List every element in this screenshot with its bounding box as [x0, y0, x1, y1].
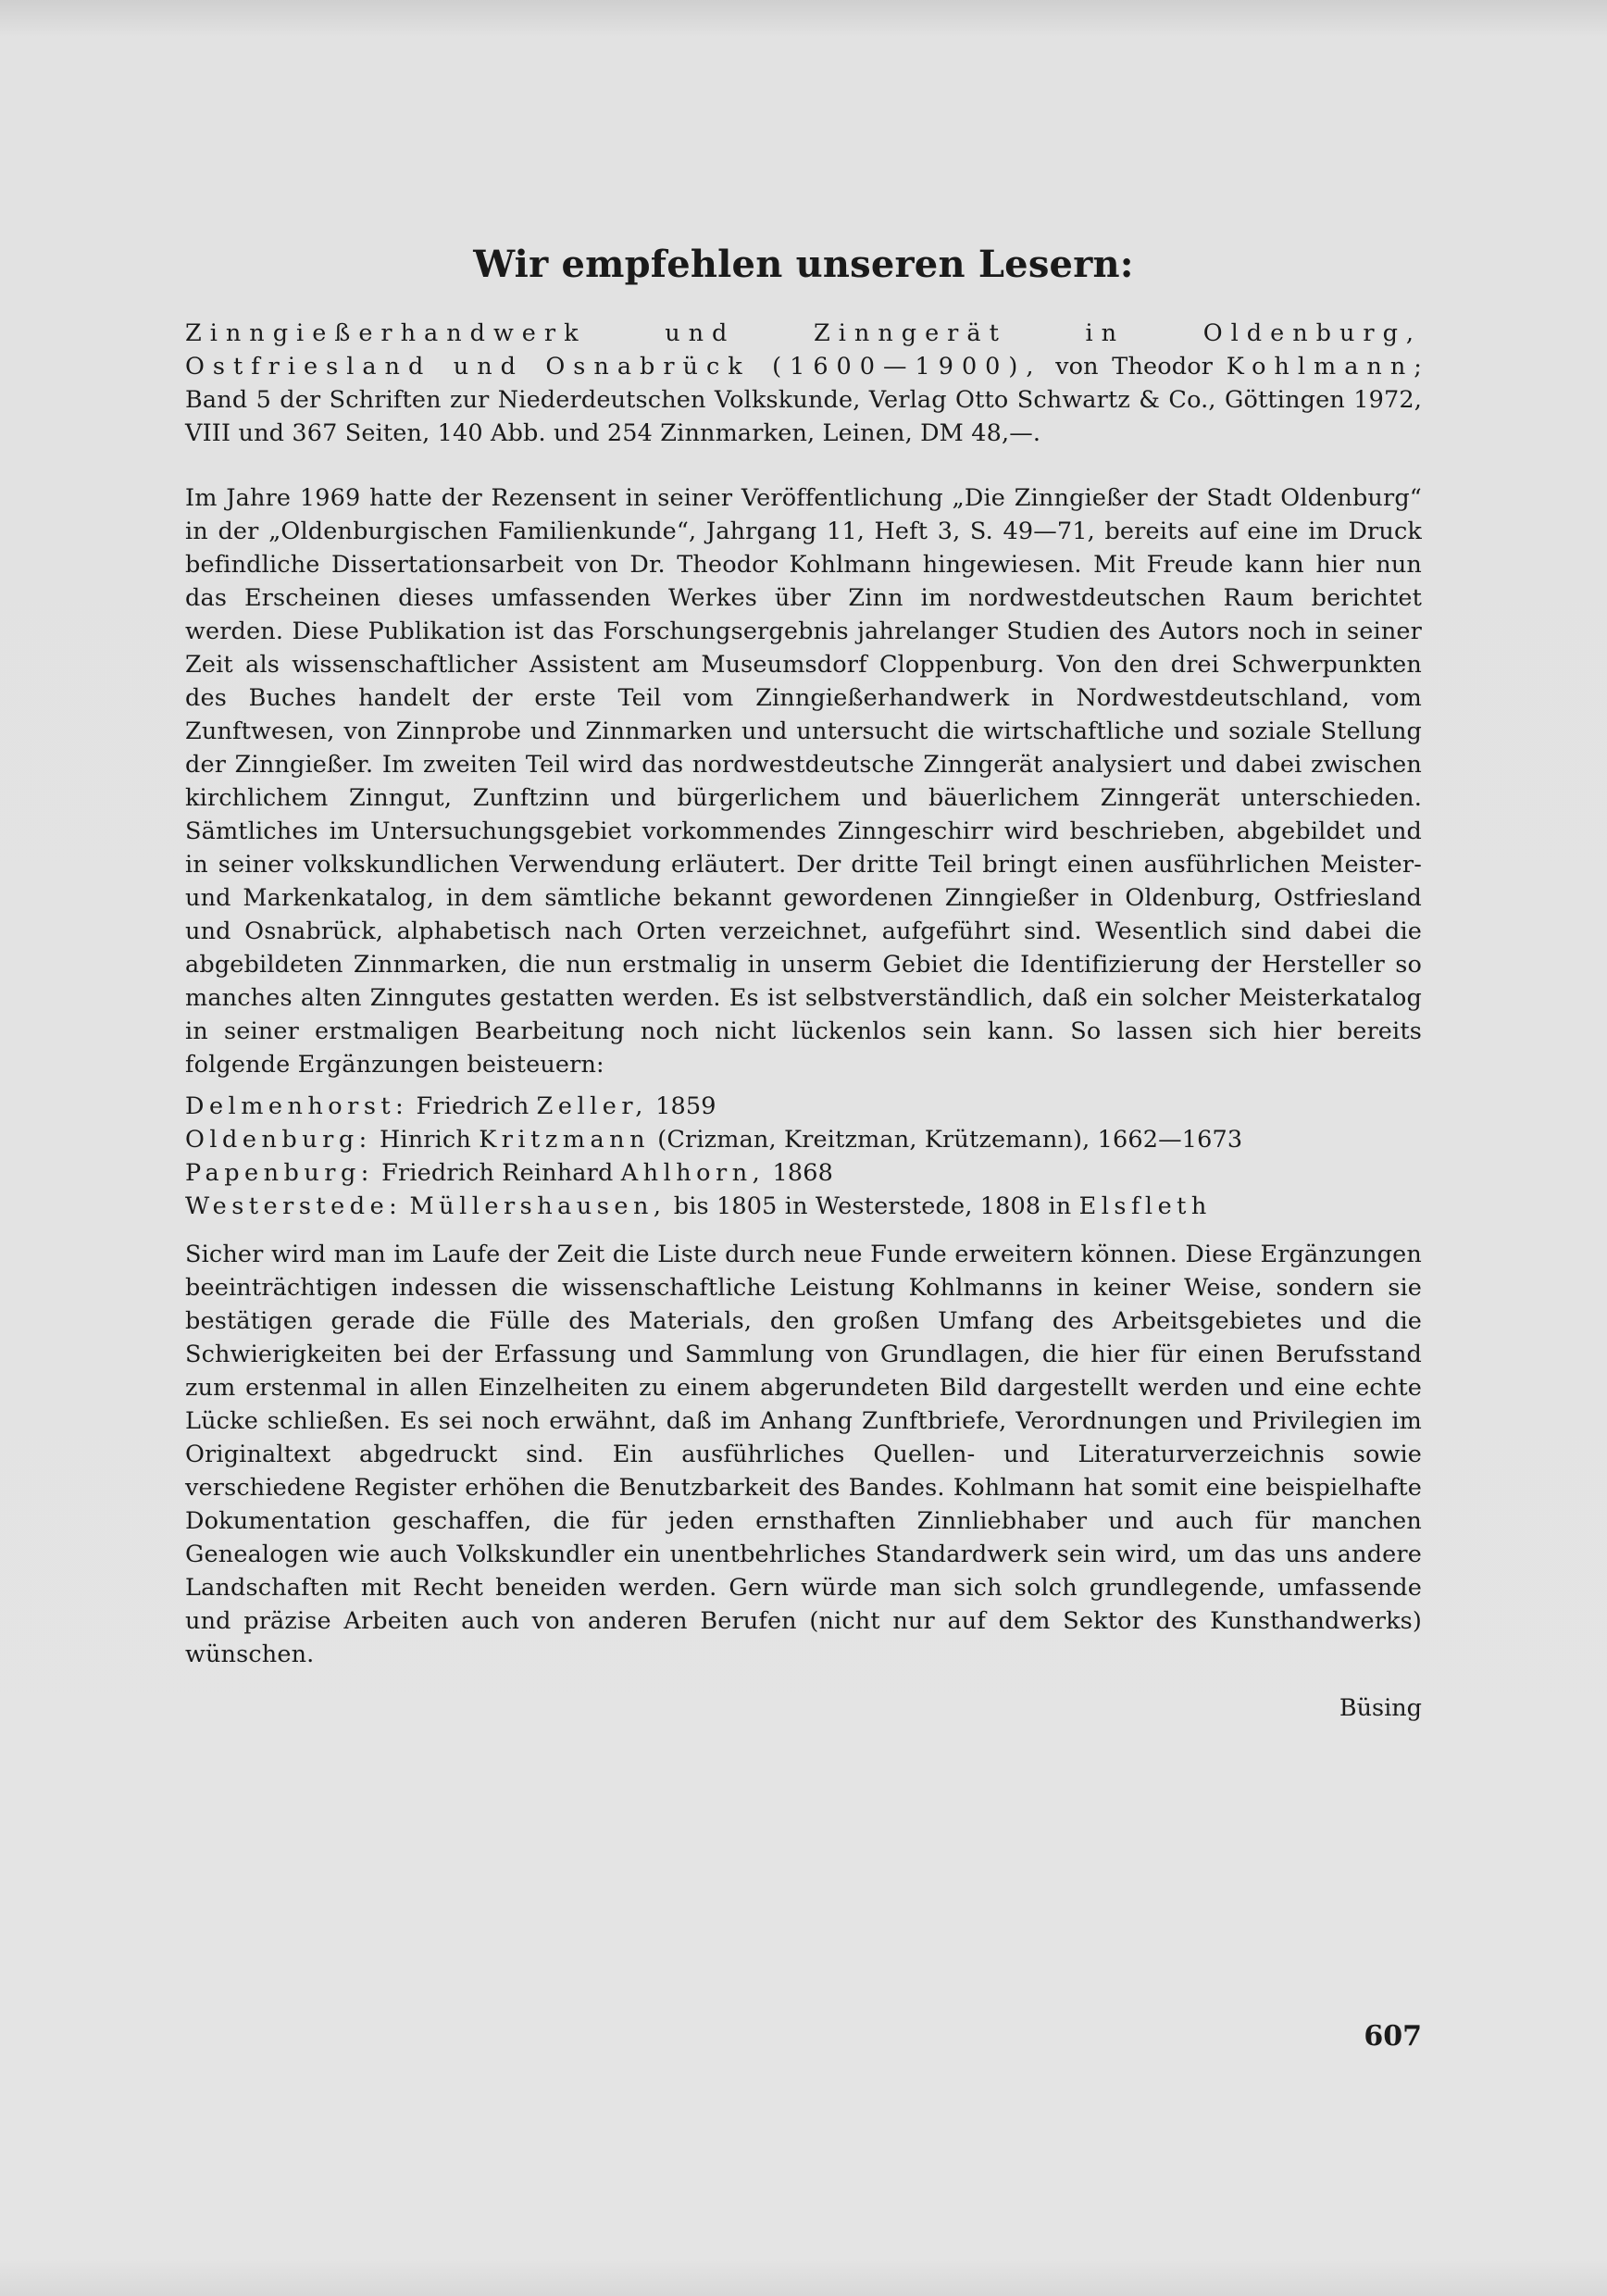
addendum-rest: 1859 [647, 1092, 716, 1120]
addendum-item [185, 1123, 1422, 1156]
addenda-list [185, 1090, 1422, 1223]
addendum-item [185, 1190, 1422, 1223]
addendum-tail: Elsfleth [1078, 1192, 1212, 1220]
addendum-rest: 1868 [765, 1159, 833, 1187]
addendum-item [185, 1090, 1422, 1123]
page-title: Wir empfehlen unseren Lesern: [473, 243, 1134, 286]
addendum-name: Ahlhorn, [620, 1159, 766, 1187]
bibliographic-entry [185, 317, 1422, 450]
addendum-name: Zeller, [536, 1092, 648, 1120]
addendum-pre: Friedrich Reinhard [373, 1159, 621, 1187]
book-separator: ; [1414, 353, 1422, 381]
review-paragraph-2: Sicher wird man im Laufe der Zeit die Liste durch neue Funde erweitern können. Diese Ergänzungen beeinträchtigen indessen die wissenschaftliche Leistung Kohlmanns in keiner Weise, sondern sie bestätigen gerade die Fülle des Materials, den großen Umfang des Arbeitsgebietes und die Schwierigkeiten bei der Erfassung und Sammlung von Grundlagen, die hier für einen Berufsstand zum erstenmal in allen Einzelheiten zu einem abgerundeten Bild dargestellt werden und eine echte Lücke schließen. Es sei noch erwähnt, daß im Anhang Zunftbriefe, Verordnungen und Privilegien im Originaltext abgedruckt sind. Ein ausführliches Quellen- und Literaturverzeichnis sowie verschiedene Register erhöhen die Benutzbarkeit des Bandes. Kohlmann hat somit eine beispielhafte Dokumentation geschaffen, die für jeden ernsthaften Zinnliebhaber und auch für manchen Genealogen wie auch Volkskundler ein unentbehrliches Standardwerk sein wird, um das uns andere Landschaften mit Recht beneiden werden. Gern würde man sich solch grundlegende, umfassende und präzise Arbeiten auch von anderen Berufen (nicht nur auf dem Sektor des Kunsthandwerks) wünschen. [185, 1241, 1422, 1668]
addendum-rest: bis 1805 in Westerstede, 1808 in [666, 1192, 1079, 1220]
addendum-item [185, 1156, 1422, 1190]
review-paragraph-1: Im Jahre 1969 hatte der Rezensent in seiner Veröffentlichung „Die Zinngießer der Stadt Oldenburg“ in der „Oldenburgischen Familienkunde“, Jahrgang 11, Heft 3, S. 49—71, bereits auf eine im Druck befindliche Dissertationsarbeit von Dr. Theodor Kohlmann hingewiesen. Mit Freude kann hier nun das Erscheinen dieses umfassenden Werkes über Zinn im nordwestdeutschen Raum berichtet werden. Diese Publikation ist das Forschungsergebnis jahrelanger Studien des Autors noch in seiner Zeit als wissenschaftlicher Assistent am Museumsdorf Cloppenburg. Von den drei Schwerpunkten des Buches handelt der erste Teil vom Zinngießerhandwerk in Nordwestdeutschland, vom Zunftwesen, von Zinnprobe und Zinnmarken und untersucht die wirtschaftliche und soziale Stellung der Zinngießer. Im zweiten Teil wird das nordwestdeutsche Zinngerät analysiert und dabei zwischen kirchlichem Zinngut, Zunftzinn und bürgerlichem und bäuerlichem Zinngerät unterschieden. Sämtliches im Untersuchungsgebiet vorkommendes Zinngeschirr wird beschrieben, abgebildet und in seiner volkskundlichen Verwendung erläutert. Der dritte Teil bringt einen ausführlichen Meister- und Markenkatalog, in dem sämtliche bekannt gewordenen Zinngießer in Oldenburg, Ostfriesland und Osnabrück, alphabetisch nach Orten verzeichnet, aufgeführt sind. Wesentlich sind dabei die abgebildeten Zinnmarken, die nun erstmalig in unserm Gebiet die Identifizierung der Hersteller so manches alten Zinngutes gestatten werden. Es ist selbstverständlich, daß ein solcher Meisterkatalog in seiner erstmaligen Bearbeitung noch nicht lückenlos sein kann. So lassen sich hier bereits folgende Ergänzungen beisteuern: [185, 484, 1422, 1079]
addendum-pre [402, 1192, 409, 1220]
addendum-place: Oldenburg: [185, 1126, 372, 1154]
book-author: Kohlmann [1226, 353, 1414, 381]
addendum-rest: (Crizman, Kreitzman, Krützemann), 1662—1673 [650, 1126, 1243, 1154]
book-details: Band 5 der Schriften zur Niederdeutschen Volkskunde, Verlag Otto Schwartz & Co., Göttingen 1972, VIII und 367 Seiten, 140 Abb. und 254 Zinnmarken, Leinen, DM 48,—. [185, 386, 1422, 447]
page-number: 607 [1364, 2020, 1422, 2053]
addendum-pre: Friedrich [408, 1092, 537, 1120]
addendum-pre: Hinrich [371, 1126, 480, 1154]
addendum-place: Papenburg: [185, 1159, 374, 1187]
book-title: Zinngießerhandwerk und Zinngerät in Oldenburg, Ostfriesland und Osnabrück (1600—1900), [185, 319, 1422, 381]
author-signature: Büsing [1339, 1694, 1422, 1722]
addendum-name: Kritzmann [479, 1126, 650, 1154]
addendum-name: Müllershausen, [409, 1192, 666, 1220]
book-by: von Theodor [1041, 353, 1227, 381]
addendum-place: Delmenhorst: [185, 1092, 409, 1120]
addendum-place: Westerstede: [185, 1192, 403, 1220]
